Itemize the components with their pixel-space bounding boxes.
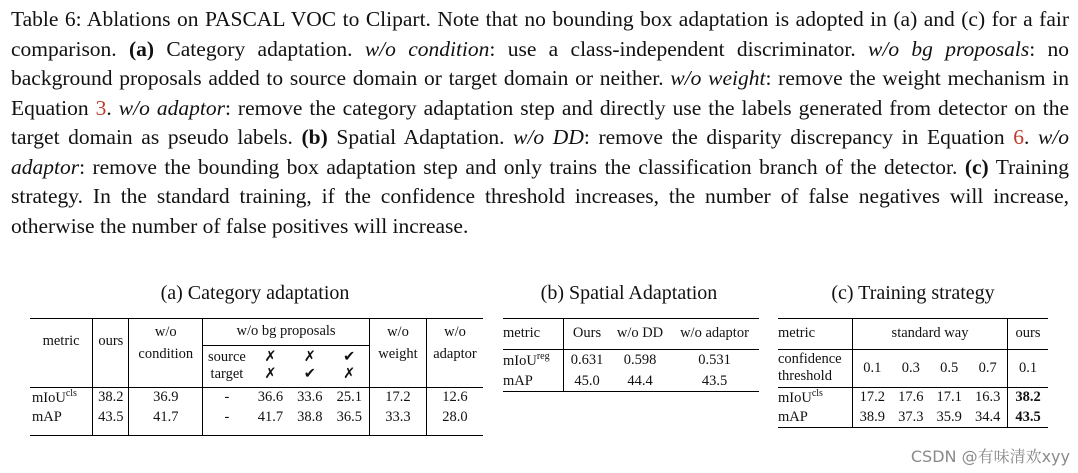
- a-r2-weight: 33.3: [369, 407, 426, 427]
- a-tgt-3: ✗: [343, 366, 356, 382]
- c-r2-1: 38.9: [859, 408, 885, 425]
- caption-label: Table 6: Ablations on PASCAL VOC to Clipart. Note that no bounding box adaptation is adopted in (a) and (c) for a fair comparison.: [11, 7, 1069, 61]
- caption-wo-weight-desc: : remove the weight mechanism in Equation: [11, 66, 1069, 120]
- c-r1-3: 17.1: [936, 388, 962, 405]
- table-b: [503, 318, 759, 392]
- b-r1-ours: 0.631: [570, 351, 604, 368]
- b-r2-wodd: 44.4: [627, 372, 653, 389]
- caption-wo-dd: w/o DD: [513, 125, 584, 149]
- a-r2-dash: -: [224, 408, 230, 425]
- b-h-woadaptor: w/o adaptor: [670, 319, 759, 349]
- a-h-weight: weight: [369, 345, 426, 363]
- caption-wo-bg: w/o bg proposals: [868, 36, 1030, 61]
- a-r1-bg3: 25.1: [330, 387, 370, 407]
- b-h-wodd: w/o DD: [610, 319, 670, 349]
- table-b-title: (b) Spatial Adaptation: [540, 282, 718, 304]
- caption-c-head: (c): [964, 154, 989, 179]
- table-a: [30, 318, 483, 436]
- caption-wo-adaptor2: w/o adaptor: [11, 125, 1070, 179]
- a-src-3: ✔: [343, 349, 356, 365]
- a-tgt-1: ✗: [264, 366, 277, 382]
- a-r2-bg1: 41.7: [257, 408, 284, 425]
- caption-wo-adaptor2-desc: : remove the bounding box adaptation step and only trains the classification branch of the detector.: [79, 154, 958, 179]
- table-a-title: (a) Category adaptation: [160, 282, 350, 304]
- a-h-metric: metric: [30, 319, 93, 363]
- c-r1-ours: 38.2: [1015, 388, 1041, 405]
- a-r1-cond: 36.9: [129, 387, 203, 407]
- a-h-ours: ours: [93, 319, 129, 363]
- a-h-adaptor: adaptor: [433, 345, 477, 362]
- c-r2-4: 34.4: [968, 407, 1007, 427]
- a-h-wo3: w/o: [444, 323, 466, 340]
- a-r1-bg2: 33.6: [290, 387, 329, 407]
- c-thr-4: 0.7: [968, 349, 1007, 387]
- caption-a-head: (a): [129, 36, 155, 61]
- c-r1-label: mIoU$^{cls}$: [778, 387, 853, 407]
- a-r1-label: mIoU$^{cls}$: [30, 387, 93, 407]
- a-r1-weight: 17.2: [369, 387, 426, 407]
- c-r1-4: 16.3: [968, 387, 1007, 407]
- a-r2-label: mAP: [30, 407, 93, 427]
- b-r1-label: mIoU$^{reg}$: [503, 349, 564, 371]
- caption-wo-adaptor-desc: : remove the category adaptation step and directly use the labels generated from detector on the target domain as pseudo labels.: [11, 95, 1070, 149]
- a-src-1: ✗: [264, 349, 277, 365]
- caption-wo-dd-desc: : remove the disparity discrepancy in Equation: [583, 125, 1005, 149]
- caption-wo-condition-desc: : use a class-independent discriminator.: [489, 36, 856, 61]
- b-h-metric: metric: [503, 319, 564, 349]
- c-h-metric: metric: [778, 319, 853, 349]
- b-r2-woad: 43.5: [701, 372, 728, 389]
- a-h-target: target: [210, 366, 244, 382]
- caption-wo-weight: w/o weight: [670, 66, 766, 90]
- table-caption: Table 6: Ablations on PASCAL VOC to Clipart. Note that no bounding box adaptation is adopted in (a) and (c) for a fair comparison. (a) Category adaptation. w/o condition: use a class-independent discriminator. w/o bg proposals: no background proposals added to source domain or target domain or neither. w/o weight: remove the weight mechanism in Equation 3. w/o adaptor: remove the category adaptation step and directly use the labels generated from detector on the target domain as pseudo labels. (b) Spatial Adaptation. w/o DD: remove the disparity discrepancy in Equation 6. w/o adaptor: remove the bounding box adaptation step and only trains the classification branch of the detector. (c) Training strategy. In the standard training, if the confidence threshold increases, the number of false negatives will increase, otherwise the number of false positives will increase.: [11, 7, 1070, 238]
- a-r2-bg3: 36.5: [330, 407, 370, 427]
- a-h-source: source: [208, 349, 246, 365]
- equation-6-link[interactable]: 6: [1013, 125, 1024, 149]
- c-h-ours: ours: [1008, 319, 1049, 349]
- c-r2-2: 37.3: [898, 408, 924, 425]
- a-h-wo1: w/o: [129, 319, 203, 345]
- c-thr-ours: 0.1: [1008, 349, 1049, 387]
- a-tgt-2: ✔: [303, 366, 316, 382]
- a-h-bg: w/o bg proposals: [203, 319, 370, 345]
- b-r1-wodd: 0.598: [623, 351, 657, 368]
- table-c: [778, 318, 1048, 428]
- a-r1-dash: -: [203, 387, 251, 407]
- a-r1-ours: 38.2: [93, 387, 129, 407]
- c-thr-3: 0.5: [930, 349, 968, 387]
- b-r2-label: mAP: [503, 371, 564, 391]
- caption-a-text: Category adaptation.: [166, 36, 353, 61]
- c-r2-ours: 43.5: [1015, 408, 1041, 425]
- c-r1-2: 17.6: [898, 388, 924, 405]
- caption-wo-adaptor: w/o adaptor: [118, 95, 225, 120]
- caption-b-head: (b): [301, 125, 328, 149]
- c-thr-2: 0.3: [892, 349, 930, 387]
- a-r1-adaptor: 12.6: [426, 387, 483, 407]
- caption-b-text: Spatial Adaptation.: [336, 125, 505, 149]
- c-r1-1: 17.2: [859, 388, 885, 405]
- a-r2-ours: 43.5: [93, 407, 129, 427]
- b-r2-ours: 45.0: [574, 372, 600, 389]
- b-h-ours: Ours: [564, 319, 611, 349]
- caption-c-text: Training strategy. In the standard training, if the confidence threshold increases, the number of false negatives will increase, otherwise the number of false positives will increase.: [11, 154, 1070, 238]
- equation-3-link[interactable]: 3: [95, 95, 107, 120]
- c-conf-label: confidence threshold: [778, 349, 853, 387]
- a-h-wo2: w/o: [369, 319, 426, 345]
- a-r2-adaptor: 28.0: [442, 408, 468, 425]
- a-src-2: ✗: [303, 349, 316, 365]
- a-r2-cond: 41.7: [129, 407, 203, 427]
- a-r1-bg1: 36.6: [251, 387, 290, 407]
- watermark: CSDN @有味清欢xyy: [910, 447, 1070, 466]
- c-r2-label: mAP: [778, 407, 853, 427]
- table-c-title: (c) Training strategy: [831, 282, 995, 304]
- caption-wo-bg-desc: : no background proposals added to source domain or target domain or neither.: [11, 36, 1070, 90]
- b-r1-woad: 0.531: [698, 351, 731, 368]
- c-h-standard: standard way: [853, 319, 1008, 349]
- a-h-condition: condition: [129, 345, 203, 363]
- a-r2-bg2: 38.8: [297, 408, 323, 425]
- c-thr-1: 0.1: [853, 349, 892, 387]
- caption-wo-condition: w/o condition: [364, 36, 490, 61]
- c-r2-3: 35.9: [936, 408, 962, 425]
